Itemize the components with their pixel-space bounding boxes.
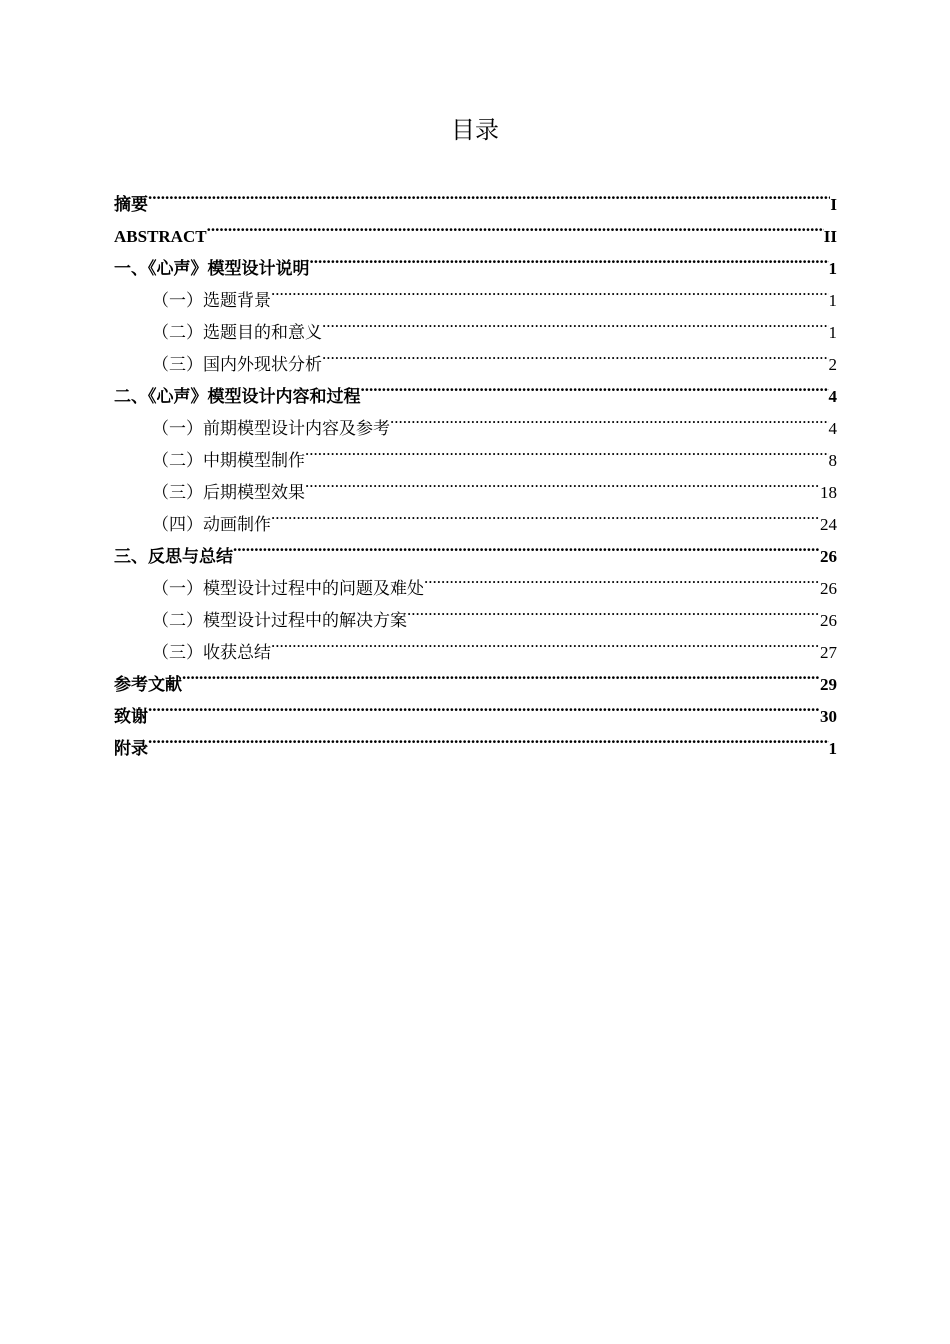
toc-entry[interactable] [114, 690, 837, 726]
toc-dot-leader [271, 626, 820, 658]
toc-entry-label: 附录 [114, 739, 148, 758]
toc-entry-label: （二）中期模型制作 [152, 451, 305, 470]
toc-dot-leader [207, 210, 824, 242]
toc-entry-page: 18 [820, 483, 837, 502]
toc-dot-leader [182, 658, 820, 690]
toc-entry-page: 4 [828, 387, 837, 406]
toc-entry-label: （一）前期模型设计内容及参考 [152, 419, 390, 438]
toc-entry-label: ABSTRACT [114, 227, 207, 246]
toc-entry-page: 1 [828, 739, 837, 758]
toc-entry-page: 26 [820, 579, 837, 598]
toc-entry-page: 26 [820, 547, 837, 566]
toc-entry-page: 4 [828, 419, 837, 438]
table-of-contents [114, 178, 837, 758]
toc-dot-leader [271, 498, 820, 530]
toc-dot-leader [305, 466, 820, 498]
toc-entry[interactable] [114, 242, 837, 278]
toc-entry-label: （三）国内外现状分析 [152, 355, 322, 374]
toc-dot-leader [361, 370, 829, 402]
toc-dot-leader [271, 274, 829, 306]
toc-entry-label: （二）模型设计过程中的解决方案 [152, 611, 407, 630]
toc-entry-label: （三）后期模型效果 [152, 483, 305, 502]
toc-entry-page: II [823, 227, 837, 246]
toc-entry-label: （一）模型设计过程中的问题及难处 [152, 579, 424, 598]
toc-entry[interactable] [114, 658, 837, 694]
toc-entry-label: 参考文献 [114, 675, 182, 694]
toc-entry-label: 二、《心声》模型设计内容和过程 [114, 387, 361, 406]
toc-entry-page: 24 [820, 515, 837, 534]
toc-entry-page: I [830, 195, 837, 214]
toc-dot-leader [148, 722, 829, 754]
toc-entry-page: 2 [828, 355, 837, 374]
toc-entry-label: 致谢 [114, 707, 148, 726]
toc-dot-leader [305, 434, 829, 466]
toc-dot-leader [233, 530, 820, 562]
toc-dot-leader [424, 562, 820, 594]
toc-entry[interactable] [114, 210, 837, 246]
toc-entry-page: 1 [828, 259, 837, 278]
page-title: 目录 [451, 116, 499, 144]
toc-entry-label: （二）选题目的和意义 [152, 323, 322, 342]
toc-entry-page: 29 [820, 675, 837, 694]
toc-dot-leader [148, 690, 820, 722]
toc-entry-label: （三）收获总结 [152, 643, 271, 662]
toc-entry-label: 摘要 [114, 195, 148, 214]
toc-entry-page: 8 [828, 451, 837, 470]
toc-entry-page: 26 [820, 611, 837, 630]
toc-entry-label: 三、反思与总结 [114, 547, 233, 566]
toc-entry-page: 1 [828, 291, 837, 310]
toc-entry-label: （一）选题背景 [152, 291, 271, 310]
toc-entry[interactable] [114, 722, 837, 758]
toc-dot-leader [390, 402, 829, 434]
toc-dot-leader [310, 242, 829, 274]
toc-dot-leader [148, 178, 830, 210]
toc-entry[interactable] [114, 178, 837, 214]
toc-dot-leader [322, 338, 829, 370]
toc-entry-page: 27 [820, 643, 837, 662]
toc-entry-page: 30 [820, 707, 837, 726]
toc-dot-leader [407, 594, 820, 626]
toc-dot-leader [322, 306, 829, 338]
toc-entry-label: 一、《心声》模型设计说明 [114, 259, 310, 278]
toc-entry-page: 1 [828, 323, 837, 342]
toc-entry-label: （四）动画制作 [152, 515, 271, 534]
